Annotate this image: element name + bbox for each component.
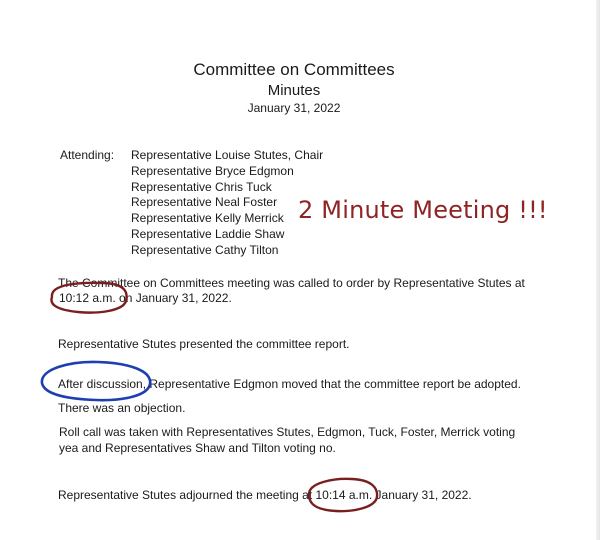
document-subtitle: Minutes bbox=[267, 82, 321, 99]
roll-call-line-2: yea and Representatives Shaw and Tilton voting no. bbox=[59, 441, 336, 455]
attendee: Representative Chris Tuck bbox=[131, 179, 272, 194]
call-to-order-line-1: The Committee on Committees meeting was called to order by Representative Stutes at bbox=[58, 276, 525, 290]
attending-list bbox=[131, 148, 323, 259]
document-title: Committee on Committees bbox=[193, 60, 395, 79]
report-paragraph: Representative Stutes presented the committee report. bbox=[58, 337, 350, 351]
attendee: Representative Laddie Shaw bbox=[131, 226, 285, 241]
motion-paragraph: After discussion, Representative Edgmon moved that the committee report be adopted. bbox=[58, 377, 521, 391]
roll-call-line-1: Roll call was taken with Representatives Stutes, Edgmon, Tuck, Foster, Merrick voting bbox=[59, 425, 516, 439]
adjourn-paragraph: Representative Stutes adjourned the meeting at 10:14 a.m. January 31, 2022. bbox=[58, 488, 472, 502]
attendee: Representative Louise Stutes, Chair bbox=[131, 148, 324, 162]
attendee: Representative Cathy Tilton bbox=[131, 242, 279, 257]
attendee: Representative Bryce Edgmon bbox=[131, 163, 294, 178]
attendee: Representative Neal Foster bbox=[131, 195, 278, 210]
attendee: Representative Kelly Merrick bbox=[131, 211, 284, 226]
attending-label: Attending: bbox=[60, 148, 115, 162]
scan-edge bbox=[596, 0, 600, 540]
handwritten-annotation: 2 Minute Meeting !!! bbox=[298, 196, 548, 224]
document-date: January 31, 2022 bbox=[247, 101, 341, 115]
call-to-order-line-2: 10:12 a.m. on January 31, 2022. bbox=[59, 291, 232, 305]
objection-paragraph: There was an objection. bbox=[58, 401, 186, 415]
